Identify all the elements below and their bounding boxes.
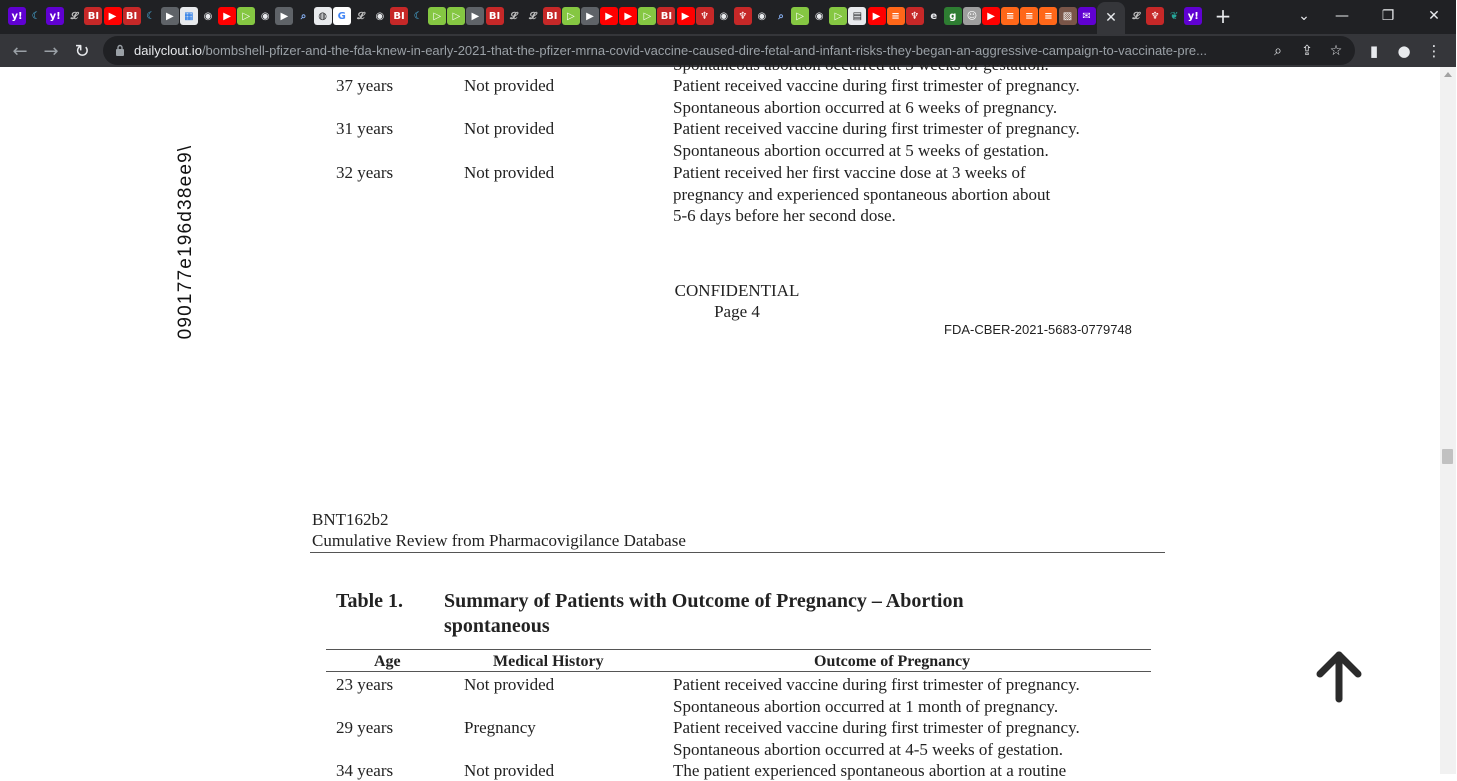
globe-icon[interactable]: ◉ <box>371 7 389 25</box>
row-outcome: Spontaneous abortion occurred at 1 month of pregnancy. <box>673 697 1059 716</box>
leaf-icon[interactable]: ☾ <box>27 7 45 25</box>
lifesite-icon[interactable]: 𝓛 <box>65 7 83 25</box>
youtube-icon[interactable]: ▶ <box>218 7 236 25</box>
business-insider-icon[interactable]: BI <box>390 7 408 25</box>
reload-button[interactable]: ↻ <box>74 40 90 62</box>
business-insider-icon[interactable]: BI <box>486 7 504 25</box>
youtube-icon[interactable]: ▶ <box>619 7 637 25</box>
close-tab-icon[interactable]: ✕ <box>1105 10 1117 26</box>
substack-icon[interactable]: ≡ <box>1039 7 1057 25</box>
rumble-icon[interactable]: ▷ <box>791 7 809 25</box>
yahoo-mail-icon[interactable]: ✉ <box>1078 7 1096 25</box>
column-header-age: Age <box>374 653 401 670</box>
bookmark-icon[interactable]: ▶ <box>275 7 293 25</box>
close-window-button[interactable]: ✕ <box>1428 8 1440 24</box>
document-subtitle: Cumulative Review from Pharmacovigilance Database <box>312 531 686 550</box>
scrollbar-thumb[interactable] <box>1442 449 1453 464</box>
youtube-icon[interactable]: ▶ <box>600 7 618 25</box>
lock-icon[interactable] <box>115 44 125 56</box>
row-age: 29 years <box>336 718 394 737</box>
row-age: 31 years <box>336 119 394 138</box>
avatar-icon[interactable]: ☺ <box>963 7 981 25</box>
rumble-icon[interactable]: ▷ <box>237 7 255 25</box>
rumble-icon[interactable]: ▷ <box>829 7 847 25</box>
zoom-icon[interactable]: ⌕ <box>1274 43 1282 59</box>
header-rule <box>310 552 1165 553</box>
bookmark-icon[interactable]: ▶ <box>161 7 179 25</box>
scroll-up-arrow-icon[interactable] <box>1444 72 1452 77</box>
business-insider-icon[interactable]: BI <box>84 7 102 25</box>
document-viewer <box>0 55 1440 780</box>
row-age: 37 years <box>336 76 394 95</box>
leaf-icon[interactable]: ☾ <box>409 7 427 25</box>
row-outcome: Spontaneous abortion occurred at 6 weeks of pregnancy. <box>673 98 1058 117</box>
profile-icon[interactable]: ● <box>1397 42 1411 60</box>
row-history: Pregnancy <box>464 718 536 737</box>
globe-icon[interactable]: ◉ <box>753 7 771 25</box>
table-top-rule <box>326 649 1151 650</box>
row-outcome: Patient received vaccine during first trimester of pregnancy. <box>673 718 1080 737</box>
row-outcome: 5-6 days before her second dose. <box>673 206 896 225</box>
row-age: 34 years <box>336 761 394 780</box>
column-header-history: Medical History <box>493 653 604 670</box>
forward-button[interactable]: → <box>43 40 59 62</box>
substack-icon[interactable]: ≡ <box>1001 7 1019 25</box>
menu-icon[interactable]: ⋮ <box>1426 42 1442 60</box>
youtube-icon[interactable]: ▶ <box>104 7 122 25</box>
document-side-id: 090177e196d38ee9\ <box>175 144 196 340</box>
business-insider-icon[interactable]: BI <box>657 7 675 25</box>
leaf-icon[interactable]: ☾ <box>142 7 160 25</box>
row-outcome: The patient experienced spontaneous abortion at a routine <box>673 761 1067 780</box>
row-outcome: Patient received vaccine during first trimester of pregnancy. <box>673 675 1080 694</box>
business-insider-icon[interactable]: BI <box>123 7 141 25</box>
search-icon[interactable]: ⌕ <box>295 7 313 25</box>
restore-button[interactable]: ❐ <box>1381 8 1395 24</box>
row-outcome: Spontaneous abortion occurred at 4-5 weeks of gestation. <box>673 740 1063 759</box>
row-history: Not provided <box>464 675 555 694</box>
row-history: Not provided <box>464 119 555 138</box>
back-to-top-button[interactable] <box>1312 650 1366 704</box>
gab-icon[interactable]: ♆ <box>906 7 924 25</box>
lifesite-icon[interactable]: 𝓛 <box>505 7 523 25</box>
yahoo-icon[interactable]: y! <box>8 7 26 25</box>
news-icon[interactable]: ▤ <box>848 7 866 25</box>
gab-icon[interactable]: ♆ <box>734 7 752 25</box>
new-tab-button[interactable]: + <box>1214 4 1232 28</box>
cut-off-line: Spontaneous abortion occurred at 5 weeks of gestation. <box>673 55 1049 74</box>
column-header-outcome: Outcome of Pregnancy <box>814 653 971 670</box>
rumble-icon[interactable]: ▷ <box>428 7 446 25</box>
minimize-button[interactable]: — <box>1335 8 1349 24</box>
gab-icon[interactable]: ♆ <box>1146 7 1164 25</box>
row-outcome: pregnancy and experienced spontaneous abortion about <box>673 185 1051 204</box>
yahoo-icon[interactable]: y! <box>46 7 64 25</box>
epoch-icon[interactable]: e <box>925 7 943 25</box>
rumble-icon[interactable]: ▷ <box>638 7 656 25</box>
product-code: BNT162b2 <box>312 510 389 529</box>
row-outcome: Patient received vaccine during first trimester of pregnancy. <box>673 119 1080 138</box>
row-history: Not provided <box>464 761 555 780</box>
row-outcome: Patient received her first vaccine dose at 3 weeks of <box>673 163 1026 182</box>
row-outcome: Patient received vaccine during first trimester of pregnancy. <box>673 76 1080 95</box>
table-title-continued: spontaneous <box>444 615 550 637</box>
row-history: Not provided <box>464 76 555 95</box>
youtube-icon[interactable]: ▶ <box>982 7 1000 25</box>
row-age: 32 years <box>336 163 394 182</box>
rumble-icon[interactable]: ▷ <box>562 7 580 25</box>
globe-icon[interactable]: ◉ <box>810 7 828 25</box>
globe-icon[interactable]: ◉ <box>199 7 217 25</box>
search-icon[interactable]: ⌕ <box>772 7 790 25</box>
gab-icon[interactable]: ♆ <box>696 7 714 25</box>
share-icon[interactable]: ⇪ <box>1301 43 1313 59</box>
confidential-label: CONFIDENTIAL <box>674 281 800 300</box>
active-tab[interactable] <box>1097 2 1125 34</box>
substack-icon[interactable]: ≡ <box>887 7 905 25</box>
youtube-icon[interactable]: ▶ <box>677 7 695 25</box>
back-button[interactable]: ← <box>12 40 28 62</box>
image-icon[interactable]: ▦ <box>180 7 198 25</box>
lifesite-icon[interactable]: 𝓛 <box>524 7 542 25</box>
yahoo-icon[interactable]: y! <box>1184 7 1202 25</box>
gettr-icon[interactable]: g <box>944 7 962 25</box>
url-path: /bombshell-pfizer-and-the-fda-knew-in-early-2021-that-the-pfizer-mrna-covid-vaccine-caused-dire-fetal-and-infant-risks-they-began-an-aggressive-campaign-to-vaccinate-pre... <box>201 43 1207 58</box>
tracker-icon[interactable]: ◍ <box>314 7 332 25</box>
lifesite-icon[interactable]: 𝓛 <box>352 7 370 25</box>
tab-search-button[interactable]: ⌄ <box>1298 8 1310 24</box>
side-panel-icon[interactable]: ▮ <box>1369 42 1379 60</box>
youtube-icon[interactable]: ▶ <box>868 7 886 25</box>
substack-icon[interactable]: ≡ <box>1020 7 1038 25</box>
bird-icon[interactable]: ❦ <box>1165 7 1183 25</box>
tab-strip <box>0 0 1456 34</box>
row-outcome: Spontaneous abortion occurred at 5 weeks of gestation. <box>673 141 1049 160</box>
page-scrollbar[interactable] <box>1440 67 1456 774</box>
rumble-icon[interactable]: ▷ <box>447 7 465 25</box>
row-age: 23 years <box>336 675 394 694</box>
row-history: Not provided <box>464 163 555 182</box>
table-title: Summary of Patients with Outcome of Pregnancy – Abortion <box>444 590 964 612</box>
globe-icon[interactable]: ◉ <box>715 7 733 25</box>
globe-icon[interactable]: ◉ <box>256 7 274 25</box>
table-label: Table 1. <box>336 590 404 612</box>
url-host: dailyclout.io <box>134 43 202 58</box>
page-number: Page 4 <box>714 302 760 321</box>
fda-document-number: FDA-CBER-2021-5683-0779748 <box>944 322 1132 337</box>
bookmark-icon[interactable]: ▶ <box>466 7 484 25</box>
photo-icon[interactable]: ▨ <box>1059 7 1077 25</box>
business-insider-icon[interactable]: BI <box>543 7 561 25</box>
bookmark-star-icon[interactable]: ☆ <box>1329 43 1343 59</box>
bookmark-icon[interactable]: ▶ <box>581 7 599 25</box>
table-header-rule <box>326 671 1151 672</box>
lifesite-icon[interactable]: 𝓛 <box>1127 7 1145 25</box>
google-icon[interactable]: G <box>333 7 351 25</box>
